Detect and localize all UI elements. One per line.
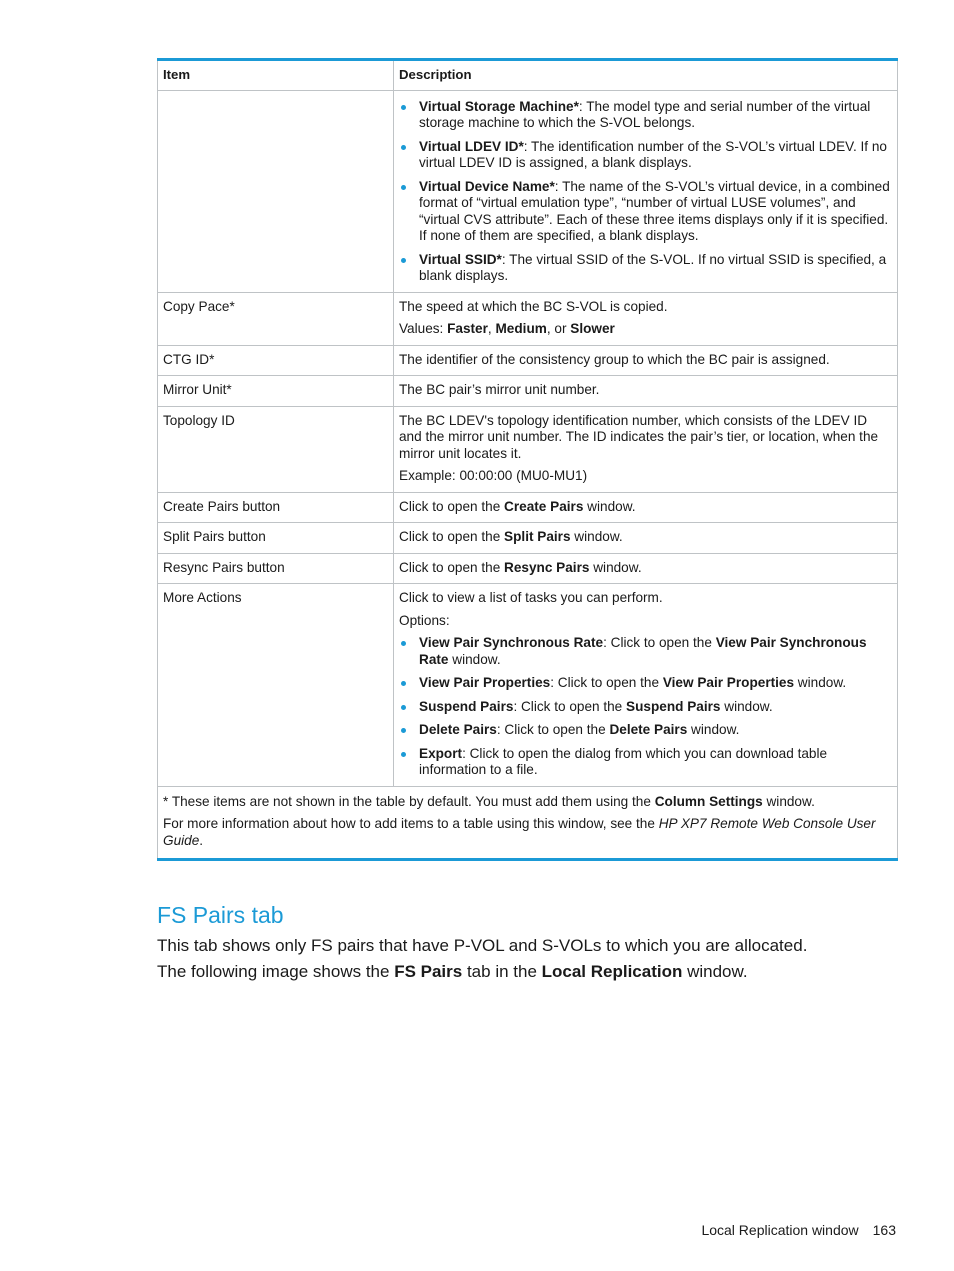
- item-cell-empty: [158, 90, 394, 292]
- table-header-row: [158, 60, 898, 91]
- list-item: [399, 139, 892, 172]
- list-text: : Click to open the: [603, 635, 716, 650]
- description-cell: The identifier of the consistency group to which the BC pair is assigned.: [394, 345, 898, 376]
- table-row: [158, 406, 898, 492]
- list-item: [399, 699, 892, 716]
- description-text: Click to view a list of tasks you can perform.: [399, 590, 663, 605]
- footnote-line-1: [163, 794, 892, 811]
- list-text: window.: [687, 722, 740, 737]
- section-paragraph-2: [157, 962, 748, 982]
- item-cell: Copy Pace*: [158, 292, 394, 345]
- list-term: Virtual SSID*: [419, 251, 502, 267]
- table-row: [158, 90, 898, 292]
- example-text: Example: 00:00:00 (MU0-MU1): [399, 468, 588, 483]
- description-cell: [394, 492, 898, 523]
- footnote-text: For more information about how to add items to a table using this window, see the: [163, 816, 659, 831]
- item-cell: Resync Pairs button: [158, 553, 394, 584]
- table-row: [158, 553, 898, 584]
- table-row: [158, 523, 898, 554]
- list-text: window.: [794, 675, 847, 690]
- values-text: [399, 321, 892, 338]
- list-item: [399, 252, 892, 285]
- list-item: [399, 746, 892, 779]
- list-term: Suspend Pairs: [419, 698, 514, 714]
- desc-post: window.: [570, 529, 623, 544]
- desc-post: window.: [589, 559, 642, 575]
- footnote-row: [158, 786, 898, 860]
- desc-pre: Click to open the: [399, 559, 505, 575]
- values-prefix: Values:: [399, 321, 448, 336]
- para-text: tab in the: [462, 962, 542, 981]
- description-cell: [394, 406, 898, 492]
- description-text: The speed at which the BC S-VOL is copied.: [399, 298, 668, 314]
- footnote-text: .: [199, 832, 204, 848]
- list-text: : The virtual SSID of the S-VOL. If no virtual SSID is specified, a blank displays.: [419, 251, 887, 283]
- tab-name: FS Pairs: [394, 962, 463, 981]
- value-medium: Medium: [495, 321, 547, 336]
- footnote-text: * These items are not shown in the table by default. You must add them using the: [163, 793, 655, 809]
- list-item: [399, 179, 892, 245]
- list-term: Virtual Device Name*: [419, 178, 555, 194]
- options-list: [399, 635, 892, 779]
- list-term: Virtual Storage Machine*: [419, 98, 579, 114]
- item-cell: CTG ID*: [158, 345, 394, 376]
- separator: , or: [546, 321, 571, 336]
- desc-window-name: Split Pairs: [504, 529, 571, 544]
- list-text: : Click to open the dialog from which you can download table information to a file.: [419, 745, 828, 777]
- item-cell: More Actions: [158, 584, 394, 787]
- list-window-name: Delete Pairs: [609, 722, 688, 737]
- value-faster: Faster: [447, 321, 488, 336]
- list-text: : Click to open the: [496, 722, 610, 737]
- description-cell: [394, 584, 898, 787]
- options-label: Options:: [399, 612, 450, 628]
- window-name: Local Replication: [541, 962, 683, 981]
- item-cell: Mirror Unit*: [158, 376, 394, 407]
- item-cell: Split Pairs button: [158, 523, 394, 554]
- footnote-window-name: Column Settings: [654, 793, 763, 809]
- table-row: [158, 584, 898, 787]
- desc-pre: Click to open the: [399, 498, 505, 514]
- header-item: Item: [158, 60, 394, 91]
- list-text: : The model type and serial number of the virtual storage machine to which the S-VOL belongs.: [419, 98, 871, 130]
- list-item: [399, 99, 892, 132]
- item-cell: Topology ID: [158, 406, 394, 492]
- description-cell: [394, 553, 898, 584]
- list-text: : The identification number of the S-VOL’s virtual LDEV. If no virtual LDEV ID is assigned, a blank displays.: [419, 138, 887, 170]
- table-row: [158, 345, 898, 376]
- description-cell: [394, 292, 898, 345]
- item-cell: Create Pairs button: [158, 492, 394, 523]
- para-text: The following image shows the: [157, 962, 395, 981]
- section-paragraph-1: This tab shows only FS pairs that have P-VOL and S-VOLs to which you are allocated.: [157, 936, 808, 955]
- footnote-cell: [158, 786, 898, 860]
- table-row: [158, 376, 898, 407]
- list-window-name: View Pair Synchronous Rate: [419, 635, 867, 667]
- list-text: : The name of the S-VOL’s virtual device, in a combined format of “virtual emulation type”, “number of virtual LUSE volumes”, and “virtual CVS attribute”. Each of these three items displays only if it is specified. If none of them are specified, a blank displays.: [419, 178, 890, 243]
- desc-pre: Click to open the: [399, 529, 505, 544]
- footer-label: Local Replication window: [701, 1222, 859, 1238]
- footnote-line-2: [163, 816, 892, 849]
- list-term: Virtual LDEV ID*: [419, 138, 524, 154]
- list-text: window.: [720, 698, 773, 714]
- list-text: : Click to open the: [550, 675, 663, 690]
- guide-title: HP XP7 Remote Web Console User Guide: [163, 816, 876, 848]
- section-heading: FS Pairs tab: [157, 902, 284, 928]
- table-row: [158, 492, 898, 523]
- list-term: Delete Pairs: [419, 722, 497, 737]
- description-cell: The BC pair’s mirror unit number.: [394, 376, 898, 407]
- description-cell: [394, 90, 898, 292]
- list-term: View Pair Properties: [419, 675, 551, 690]
- list-text: window.: [448, 651, 501, 667]
- desc-window-name: Resync Pairs: [504, 559, 590, 575]
- list-item: [399, 722, 892, 739]
- header-description: Description: [394, 60, 898, 91]
- list-term: View Pair Synchronous Rate: [419, 635, 604, 650]
- list-item: [399, 675, 892, 692]
- desc-post: window.: [583, 498, 636, 514]
- list-window-name: Suspend Pairs: [626, 698, 721, 714]
- list-text: : Click to open the: [513, 698, 627, 714]
- virtual-items-list: [399, 99, 892, 285]
- separator: ,: [487, 321, 496, 336]
- items-description-table: [157, 58, 898, 861]
- desc-window-name: Create Pairs: [504, 498, 584, 514]
- page-number: 163: [872, 1222, 896, 1238]
- page-footer: [701, 1222, 896, 1238]
- table-row: [158, 292, 898, 345]
- list-item: [399, 635, 892, 668]
- para-text: window.: [682, 962, 748, 981]
- description-cell: [394, 523, 898, 554]
- list-window-name: View Pair Properties: [662, 675, 795, 690]
- list-term: Export: [419, 745, 463, 761]
- value-slower: Slower: [570, 321, 615, 336]
- footnote-text: window.: [762, 793, 815, 809]
- description-text: The BC LDEV's topology identification number, which consists of the LDEV ID and the mirror unit number. The ID indicates the pair’s tier, or location, when the mirror unit locates it.: [399, 412, 879, 461]
